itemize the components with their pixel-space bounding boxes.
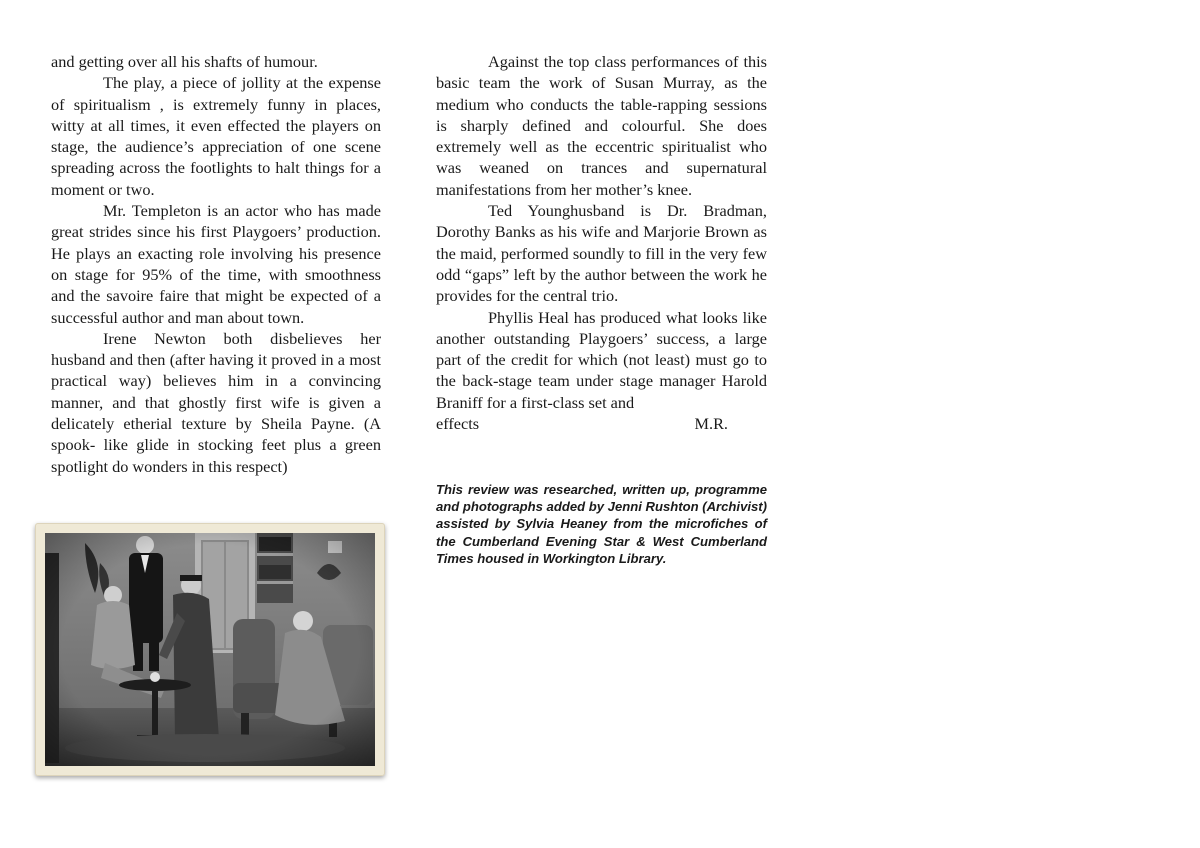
right-paragraph-1: Against the top class performances of this basic team the work of Susan Murray, as the medium who conducts the table-rapping sessions is sharply defined and colourful. She does extremely well as the eccentric spiritualist who was weaned on trances and supernatural manifestations from her mother’s knee. [436,52,767,199]
left-paragraph-1: and getting over all his shafts of humour. [51,52,318,71]
right-paragraph-3: Phyllis Heal has produced what looks like another outstanding Playgoers’ success, a large part of the credit for which (not least) must go to the back-stage team under stage manager Harold Braniff for a first-class set and [436,307,767,412]
left-text-column [51,51,381,477]
photograph-image [45,533,375,766]
credit-note: This review was researched, written up, programme and photographs added by Jenni Rushton (Archivist) assisted by Sylvia Heaney from the microfiches of the Cumberland Evening Star & West Cumberland Times housed in Workington Library. [436,482,767,566]
left-paragraph-2: The play, a piece of jollity at the expense of spiritualism , is extremely funny in places, witty at all times, it even effected the players on stage, the audience’s appreciation of one scene spreading across the footlights to halt things for a moment or two. [51,73,381,199]
right-text-column [436,51,767,434]
author-initials: M.R. [694,414,728,434]
signoff-line [436,413,767,434]
stage-photograph [45,533,375,766]
left-paragraph-3: Mr. Templeton is an actor who has made great strides since his first Playgoers’ production. He plays an exacting role involving his presence on stage for 95% of the time, with smoothness and the savoire faire that might be expected of a successful author and man about town. [51,201,381,327]
left-paragraph-4: Irene Newton both disbelieves her husband and then (after having it proved in a most practical way) believes him in a convincing manner, and that ghostly first wife is given a delicately etherial texture by Sheila Payne. (A spook- like glide in stocking feet plus a green spotlight do wonders in this respect) [51,328,381,476]
right-paragraph-2: Ted Younghusband is Dr. Bradman, Dorothy Banks as his wife and Marjorie Brown as the maid, performed soundly to fill in the very few odd “gaps” left by the author between the work he provides for the central trio. [436,201,767,306]
photo-frame [35,523,385,776]
paragraph-3-end: effects [436,414,480,434]
